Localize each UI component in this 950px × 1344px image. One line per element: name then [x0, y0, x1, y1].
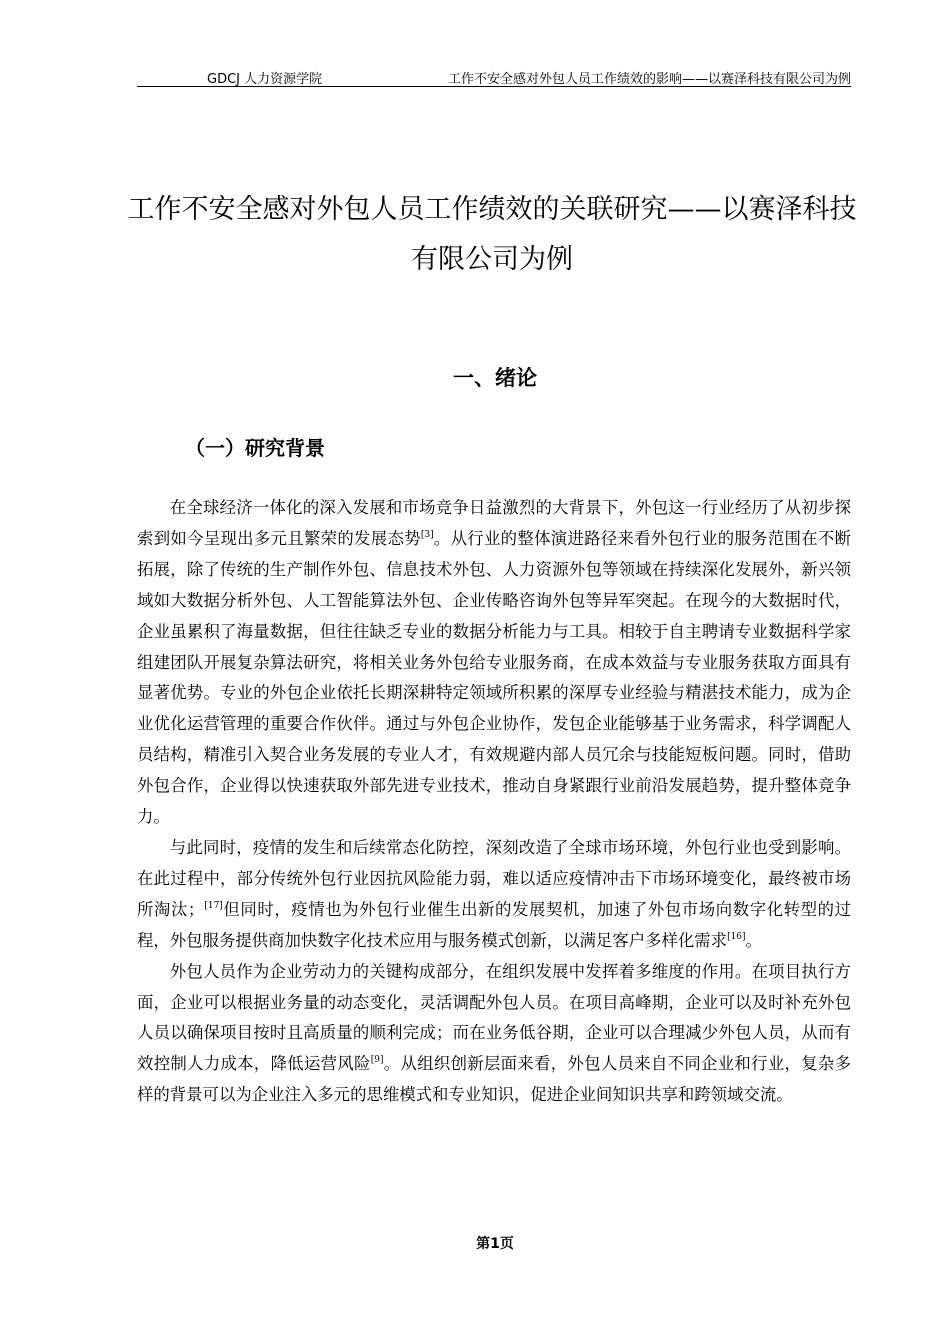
paragraph — [137, 957, 851, 1112]
text-run: 。从组织创新层面来看，外包人员来自不同企业和行业，复杂多样的背景可以为企业注入多元的思维模式和专业知识，促进企业间知识共享和跨领域交流。 — [137, 1054, 851, 1105]
text-run: 。从行业的整体演进路径来看外包行业的服务范围在不断拓展，除了传统的生产制作外包、信息技术外包、人力资源外包等领域在持续深化发展外，新兴领域如大数据分析外包、人工智能算法外包、企业传略咨询外包等异军突起。在现今的大数据时代，企业虽累积了海量数据，但往往缺乏专业的数据分析能力与工具。相较于自主聘请专业数据科学家组建团队开展复杂算法研究，将相关业务外包给专业服务商，在成本效益与专业服务获取方面具有显著优势。专业的外包企业依托长期深耕特定领域所积累的深厚专业经验与精湛技术能力，成为企业优化运营管理的重要合作伙伴。通过与外包企业协作，发包企业能够基于业务需求，科学调配人员结构，精准引入契合业务发展的专业人才，有效规避内部人员冗余与技能短板问题。同时，借助外包合作，企业得以快速获取外部先进专业技术，推动自身紧跟行业前沿发展趋势，提升整体竞争力。 — [137, 528, 852, 827]
paragraph — [137, 493, 851, 833]
citation: [9] — [370, 1055, 384, 1066]
document-title: 工作不安全感对外包人员工作绩效的关联研究——以赛泽科技有限公司为例 — [127, 194, 857, 275]
text-run: 外包人员作为企业劳动力的关键构成部分，在组织发展中发挥着多维度的作用。在项目执行方面，企业可以根据业务量的动态变化，灵活调配外包人员。在项目高峰期，企业可以及时补充外包人员以确保项目按时且高质量的顺利完成；而在业务低谷期，企业可以合理减少外包人员，从而有效控制人力成本，降低运营风险 — [137, 961, 851, 1074]
page-header — [137, 64, 851, 87]
header-right: 工作不安全感对外包人员工作绩效的影响——以赛泽科技有限公司为例 — [447, 72, 851, 87]
citation: [17] — [204, 900, 223, 911]
paragraph — [137, 833, 851, 957]
citation: [3] — [420, 529, 434, 540]
citation: [16] — [727, 931, 746, 942]
text-run: 与此同时，疫情的发生和后续常态化防控，深刻改造了全球市场环境，外包行业也受到影响。在此过程中，部分传统外包行业因抗风险能力弱，难以适应疫情冲击下市场环境变化，最终被市场所淘汰； — [137, 837, 851, 919]
text-run: 在全球经济一体化的深入发展和市场竞争日益激烈的大背景下，外包这一行业经历了从初步探索到如今呈现出多元且繁荣的发展态势 — [137, 498, 851, 548]
body-text — [137, 493, 851, 1111]
text-run: 。 — [745, 930, 762, 950]
section-heading: （一）研究背景 — [185, 436, 325, 460]
text-run: 但同时，疫情也为外包行业催生出新的发展契机，加速了外包市场向数字化转型的过程，外包服务提供商加快数字化技术应用与服务模式创新，以满足客户多样化需求 — [137, 899, 852, 950]
page-number: 第1页 — [476, 1236, 514, 1252]
header-left: GDCJ 人力资源学院 — [207, 72, 323, 87]
chapter-heading: 一、绪论 — [453, 366, 537, 390]
